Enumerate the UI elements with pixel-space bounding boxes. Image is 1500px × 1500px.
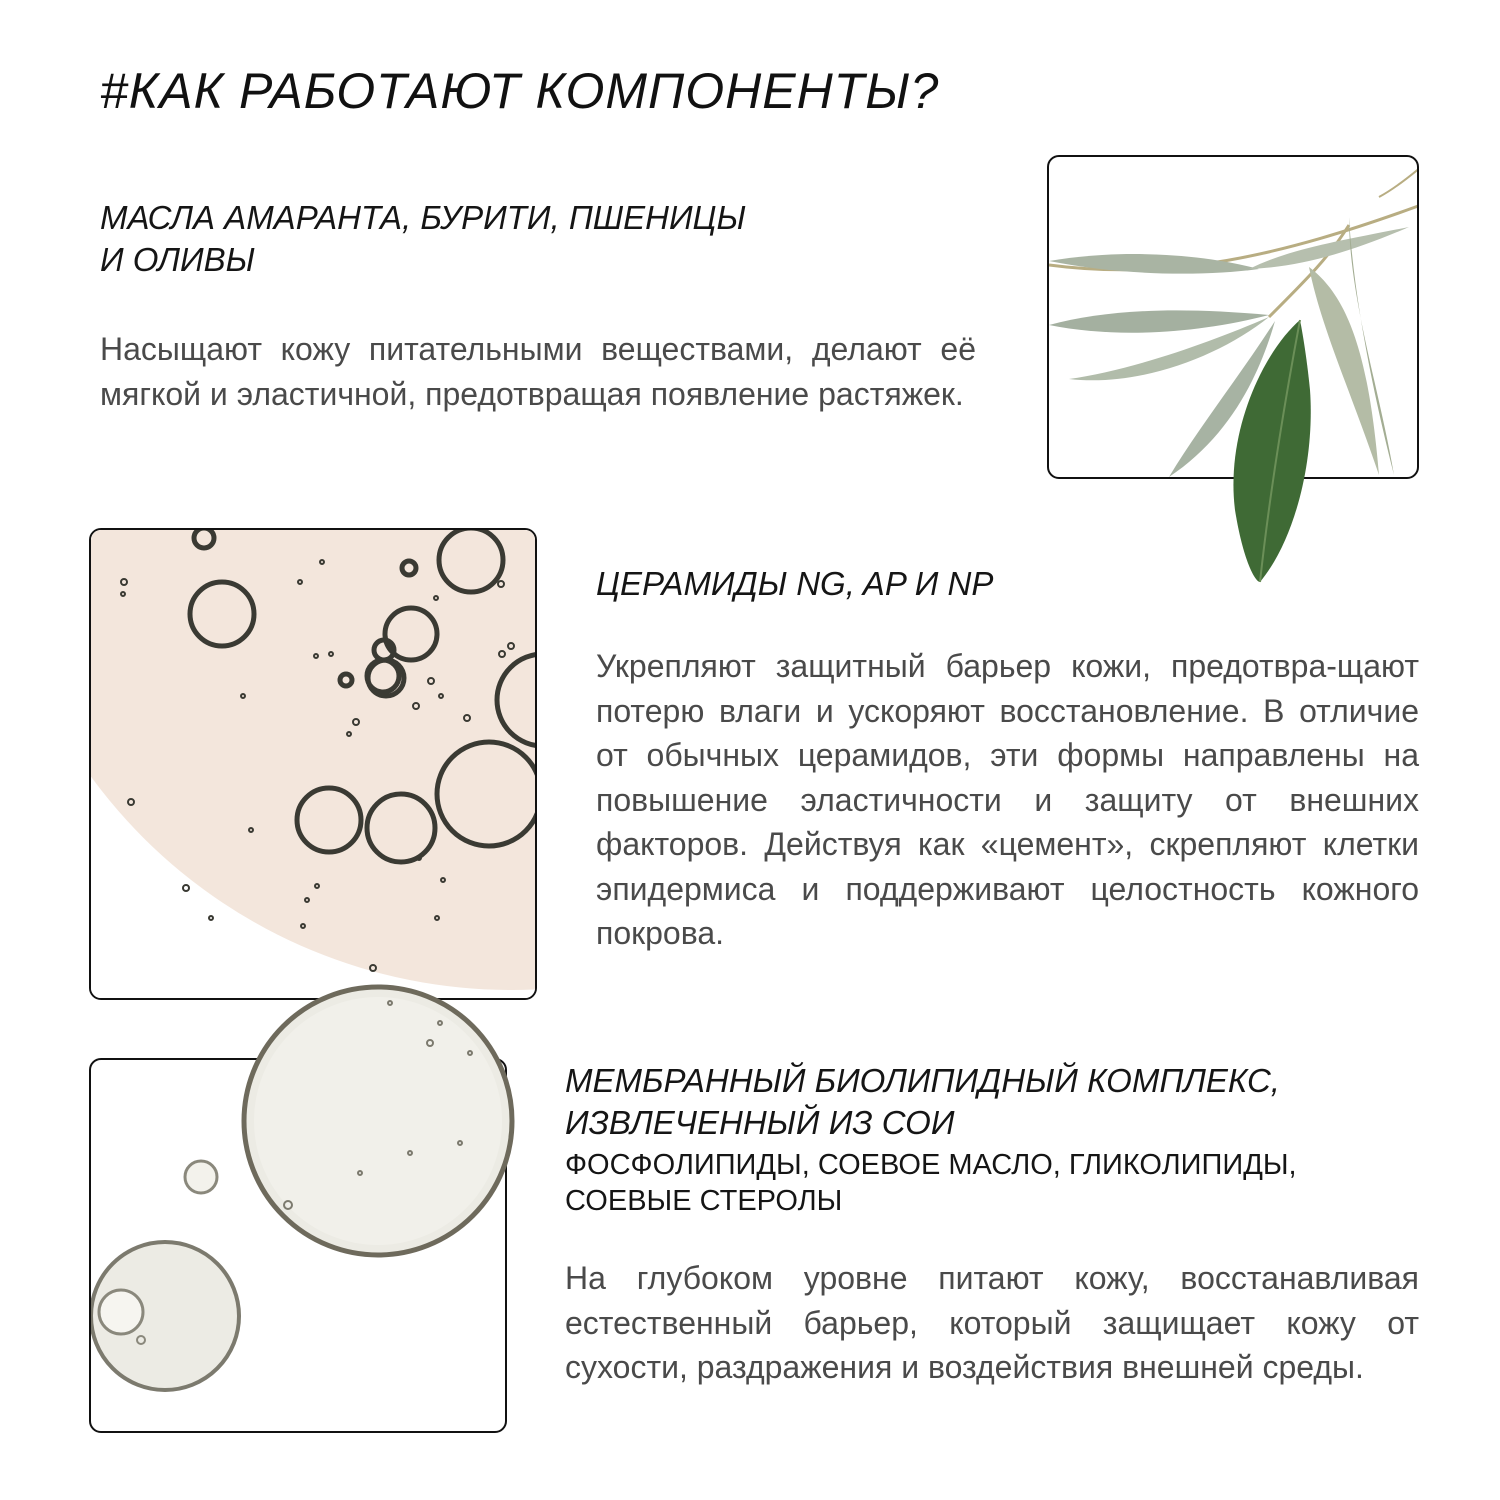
oil-bubbles-image [89, 528, 537, 1000]
biolipid-heading-line-2: ИЗВЛЕЧЕННЫЙ ИЗ СОИ [565, 1104, 955, 1141]
page-title: #КАК РАБОТАЮТ КОМПОНЕНТЫ? [100, 63, 940, 119]
oils-heading [100, 197, 746, 281]
biolipid-subheading-line-2: СОЕВЫЕ СТЕРОЛЫ [565, 1185, 843, 1217]
biolipid-heading-line-1: МЕМБРАННЫЙ БИОЛИПИДНЫЙ КОМПЛЕКС, [565, 1062, 1280, 1099]
ceramides-heading: ЦЕРАМИДЫ NG, AP И NP [596, 565, 994, 602]
oils-description: Насыщают кожу питательными веществами, делают её мягкой и эластичной, предотвращая появление растяжек. [100, 331, 976, 412]
bubbles-illustration [91, 530, 537, 1000]
oils-heading-line-2: И ОЛИВЫ [100, 241, 255, 278]
green-leaf-icon [1215, 320, 1325, 590]
large-droplet-icon [240, 983, 516, 1259]
biolipid-subheading-line-1: ФОСФОЛИПИДЫ, СОЕВОЕ МАСЛО, ГЛИКОЛИПИДЫ, [565, 1149, 1297, 1181]
ceramides-description: Укрепляют защитный барьер кожи, предотвра-щают потерю влаги и ускоряют восстановление. В отличие от обычных церамидов, эти формы направлены на повышение эластичности и защиту от внешних факторов. Действуя как «цемент», скрепляют клетки эпидермиса и поддерживают целостность кожного покрова. [596, 648, 1419, 951]
biolipid-description: На глубоком уровне питают кожу, восстанавливая естественный барьер, который защищает кожу от сухости, раздражения и воздействия внешней среды. [565, 1260, 1419, 1385]
oils-heading-line-1: МАСЛА АМАРАНТА, БУРИТИ, ПШЕНИЦЫ [100, 199, 746, 236]
biolipid-subheading [565, 1147, 1297, 1219]
biolipid-heading [565, 1060, 1280, 1144]
